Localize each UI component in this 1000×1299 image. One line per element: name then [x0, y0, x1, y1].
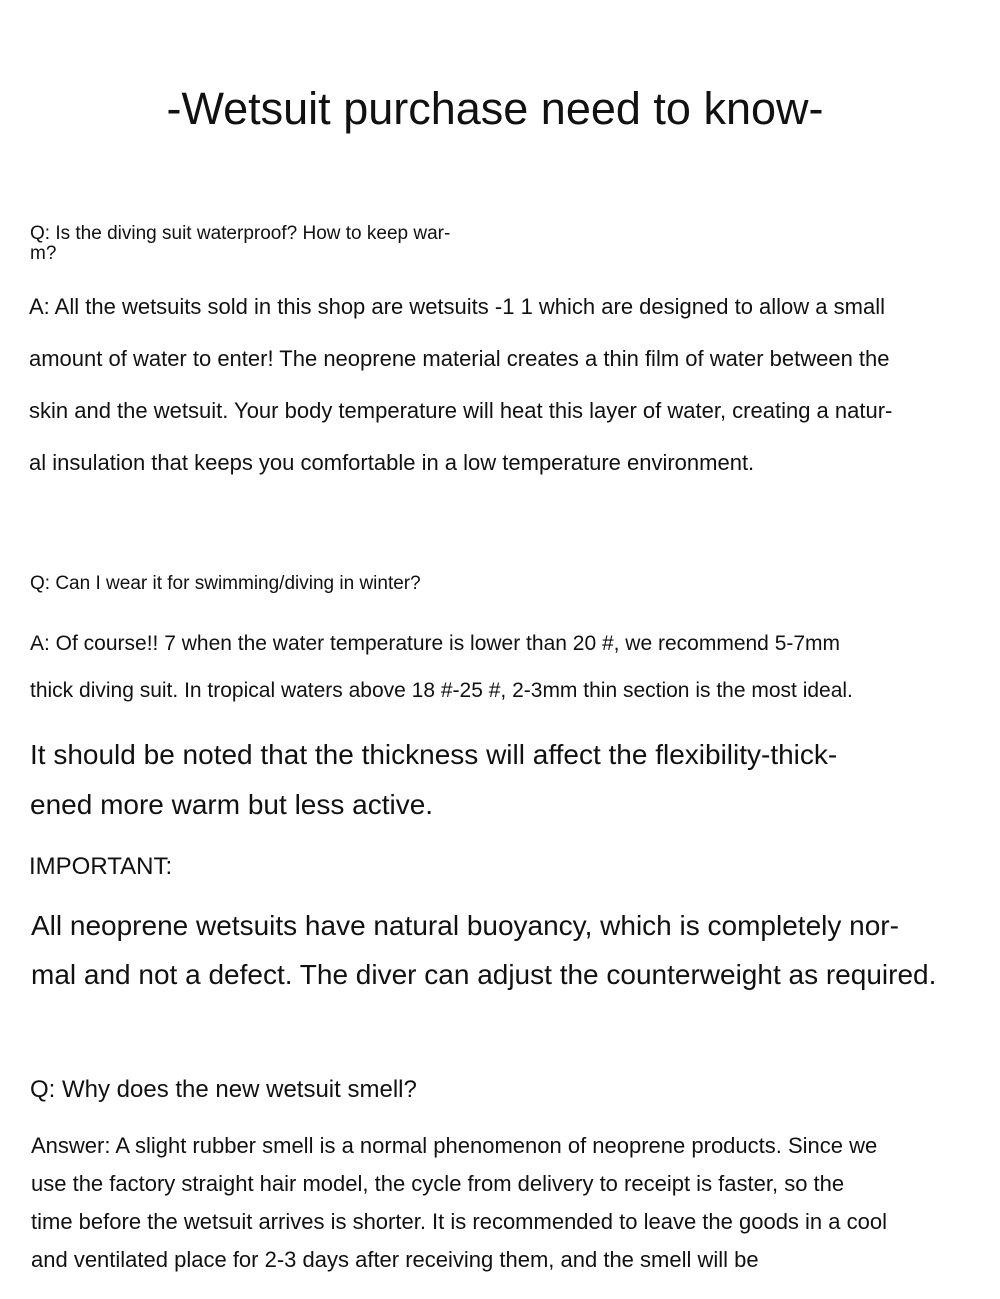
question-winter [30, 572, 421, 596]
note-line: It should be noted that the thickness will affect the flexibility-thick- [30, 739, 838, 770]
thickness-note [30, 730, 837, 830]
answer-line: al insulation that keeps you comfortable in a low temperature environment. [29, 450, 755, 475]
answer-line: use the factory straight hair model, the cycle from delivery to receipt is faster, so the [31, 1171, 845, 1196]
answer-line: time before the wetsuit arrives is shorter. It is recommended to leave the goods in a cool [31, 1209, 887, 1234]
question-line: m? [30, 243, 57, 264]
answer-smell [31, 1127, 887, 1279]
question-line: Q: Is the diving suit waterproof? How to keep war- [30, 223, 451, 244]
answer-line: skin and the wetsuit. Your body temperature will heat this layer of water, creating a natur- [29, 398, 893, 423]
question-line: Q: Why does the new wetsuit smell? [30, 1076, 417, 1103]
answer-line: A: Of course!! 7 when the water temperature is lower than 20 #, we recommend 5-7mm [30, 632, 841, 655]
answer-line: thick diving suit. In tropical waters above 18 #-25 #, 2-3mm thin section is the most ideal. [30, 679, 853, 702]
page-title: -Wetsuit purchase need to know- [166, 83, 824, 134]
question-smell [30, 1075, 417, 1105]
answer-line: and ventilated place for 2-3 days after receiving them, and the smell will be [31, 1247, 759, 1272]
buoyancy-note [31, 901, 936, 999]
answer-line: amount of water to enter! The neoprene material creates a thin film of water between the [29, 346, 890, 371]
note-line: ened more warm but less active. [30, 789, 434, 820]
question-line: Q: Can I wear it for swimming/diving in winter? [30, 573, 421, 594]
answer-line: A: All the wetsuits sold in this shop are wetsuits -1 1 which are designed to allow a small [29, 294, 885, 319]
important-line: mal and not a defect. The diver can adjust the counterweight as required. [31, 959, 937, 990]
answer-line: Answer: A slight rubber smell is a normal phenomenon of neoprene products. Since we [31, 1133, 878, 1158]
answer-waterproof [29, 281, 892, 489]
answer-winter [30, 620, 853, 714]
important-line: All neoprene wetsuits have natural buoyancy, which is completely nor- [31, 910, 899, 941]
question-waterproof [30, 224, 450, 264]
important-label: IMPORTANT: [29, 853, 173, 880]
